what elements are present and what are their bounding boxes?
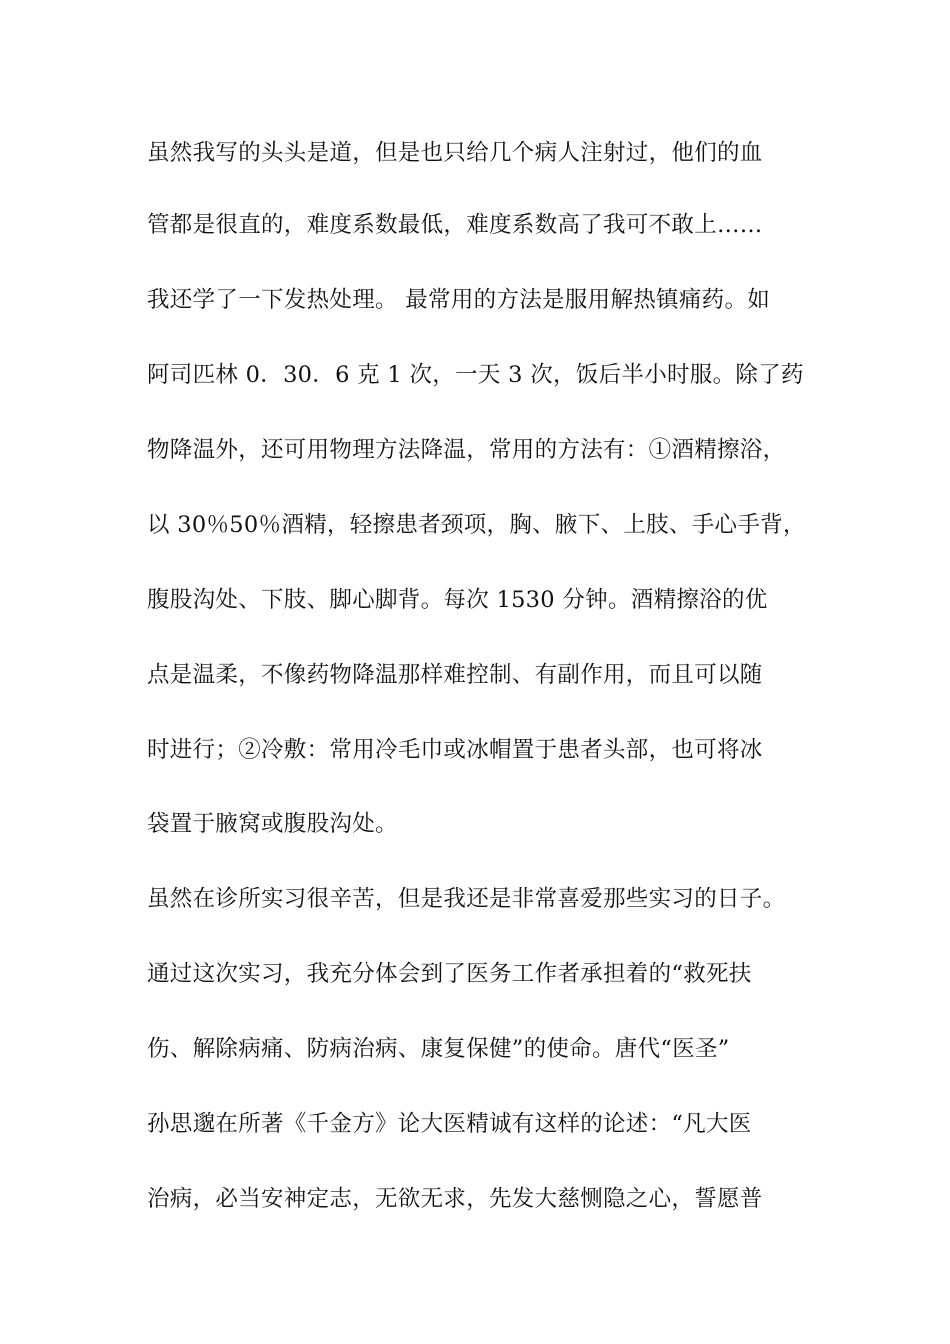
text-line-4: 阿司匹林 0．30．6 克 1 次，一天 3 次，饭后半小时服。除了药 [147, 362, 804, 388]
text-line-1: 虽然我写的头头是道，但是也只给几个病人注射过，他们的血 [147, 140, 763, 166]
text-line-13: 伤、解除病痛、防病治病、康复保健”的使命。唐代“医圣” [147, 1036, 730, 1062]
text-line-12: 通过这次实习，我充分体会到了医务工作者承担着的“救死扶 [147, 961, 752, 987]
text-line-14: 孙思邈在所著《千金方》论大医精诚有这样的论述：“凡大医 [147, 1111, 752, 1137]
text-line-8: 点是温柔，不像药物降温那样难控制、有副作用，而且可以随 [147, 662, 763, 688]
text-line-7: 腹股沟处、下肢、脚心脚背。每次 1530 分钟。酒精擦浴的优 [147, 587, 768, 613]
text-line-3: 我还学了一下发热处理。 最常用的方法是服用解热镇痛药。如 [147, 287, 771, 313]
text-line-5: 物降温外，还可用物理方法降温，常用的方法有：①酒精擦浴， [147, 437, 786, 463]
text-line-2: 管都是很直的，难度系数最低，难度系数高了我可不敢上…… [147, 212, 763, 238]
text-line-15: 治病，必当安神定志，无欲无求，先发大慈恻隐之心，誓愿普 [147, 1186, 763, 1212]
text-line-11: 虽然在诊所实习很辛苦，但是我还是非常喜爱那些实习的日子。 [147, 886, 786, 912]
text-line-9: 时进行；②冷敷：常用冷毛巾或冰帽置于患者头部，也可将冰 [147, 737, 763, 763]
text-line-10: 袋置于腋窝或腹股沟处。 [147, 811, 398, 837]
text-line-6: 以 30％50％酒精，轻擦患者颈项，胸、腋下、上肢、手心手背， [147, 512, 806, 538]
